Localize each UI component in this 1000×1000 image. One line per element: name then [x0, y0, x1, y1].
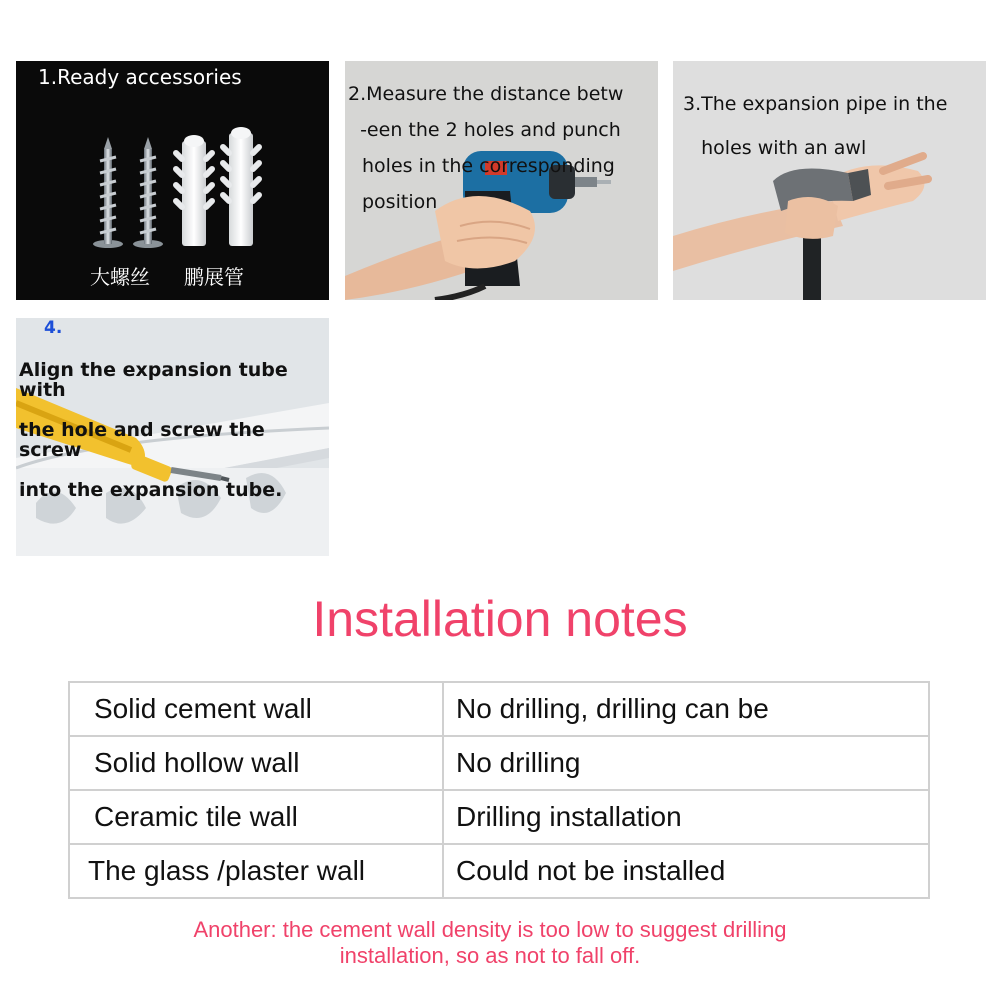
step-1-caption: 1.Ready accessories: [38, 65, 242, 89]
step-4-caption-line: the hole and screw the screw: [19, 419, 265, 461]
screw-right: [133, 137, 163, 248]
step-2-caption-line: -een the 2 holes and punch: [348, 119, 621, 141]
step-4-caption-line: Align the expansion tube with: [19, 359, 288, 401]
screw-label: 大螺丝: [90, 265, 150, 289]
wall-type-cell: The glass /plaster wall: [69, 844, 443, 898]
step-4-caption-line: into the expansion tube.: [19, 479, 283, 501]
step-1-panel: [16, 61, 329, 300]
step-2-panel: [345, 61, 658, 300]
step-2-caption-line: holes in the corresponding: [362, 155, 615, 177]
step-3-caption: [683, 71, 947, 181]
step-2-caption: [348, 67, 623, 229]
install-method-cell: No drilling, drilling can be: [443, 682, 929, 736]
installation-notes-table: [68, 681, 930, 899]
install-method-cell: Drilling installation: [443, 790, 929, 844]
table-row: [69, 790, 929, 844]
table-row: [69, 844, 929, 898]
table-row: [69, 736, 929, 790]
wall-type-cell: Solid cement wall: [69, 682, 443, 736]
step-4-panel: [16, 318, 329, 556]
expansion-tube-label: 鹏展管: [184, 265, 244, 289]
step-3-caption-line: 3.The expansion pipe in the: [683, 93, 948, 115]
wall-type-cell: Ceramic tile wall: [69, 790, 443, 844]
step-3-caption-line: holes with an awl: [683, 137, 867, 159]
step-4-number: 4.: [44, 318, 63, 338]
screw-left: [93, 137, 123, 248]
expansion-tube-left: [176, 135, 212, 246]
step-2-caption-line: position: [362, 191, 438, 213]
step-2-caption-line: 2.Measure the distance betw: [348, 83, 624, 105]
step-4-caption: [19, 340, 329, 520]
table-row: [69, 682, 929, 736]
expansion-tube-right: [223, 127, 259, 246]
installation-footnote: Another: the cement wall density is too low to suggest drilling installation, so as not to fall off.: [193, 917, 787, 968]
screws-and-tubes-image: [16, 61, 329, 300]
wall-type-cell: Solid hollow wall: [69, 736, 443, 790]
install-method-cell: Could not be installed: [443, 844, 929, 898]
step-3-panel: [673, 61, 986, 300]
install-method-cell: No drilling: [443, 736, 929, 790]
installation-notes-title: Installation notes: [312, 591, 688, 647]
